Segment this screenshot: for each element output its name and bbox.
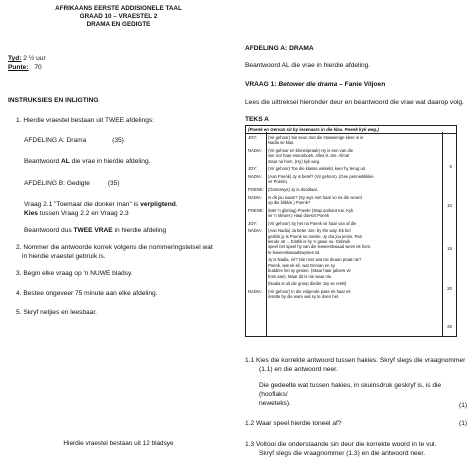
instruction-4: 4. Bestee ongeveer 75 minute aan elke afdeling. <box>16 290 158 297</box>
dialogue-line: hom aan). Maar dit is nie waar nie. <box>268 273 333 279</box>
instruction-2-line-1: 2. Nommer die antwoorde korrek volgens die nommeringstelsel wat <box>16 244 213 251</box>
instruction-3: 3. Begin elke vraag op 'n NUWE bladsy. <box>16 270 133 277</box>
section-a-label: AFDELING A: Drama <box>24 137 87 144</box>
dialogue-line: gedink jy is Poenk se meisie. Jy dra jou jersie. Pas <box>268 233 362 239</box>
question-1-1-line-1: 1.1 Kies die korrekte antwoord tussen hakies. Skryf slegs die vraagnommer <box>245 357 466 364</box>
speaker-label: JOY: <box>248 135 258 140</box>
question-1-1-line-2: (1.1) en die antwoord neer. <box>259 366 338 373</box>
dialogue-line: (Vir gehoor) Sie seun met die stowwerige klere is in <box>268 135 364 140</box>
line-number: 20 <box>447 286 452 291</box>
line-number: 10 <box>447 203 452 208</box>
question-1-1-line-4: (hooflaks/ <box>259 391 288 398</box>
speaker-label: NADIA: <box>248 148 262 153</box>
dialogue-line: buddies het sy gesien. (Staar haar jaloers vir <box>268 268 351 274</box>
dialogue-line: insette by die ware wat sy te doen het. <box>268 294 340 300</box>
question-1-1-line-3: Die gedeelte wat tussen hakies, in skuinsdruk geskryf is, is die <box>259 382 442 389</box>
answer-two-line: Beantwoord dus TWEE VRAE in hierdie afdeling <box>24 227 167 234</box>
instruction-5: 5. Skryf netjies en leesbaar. <box>16 309 98 316</box>
speaker-label: JOY: <box>248 220 258 226</box>
dialogue-line: Poenk, wat ek sê, wat Gervan en sy <box>268 262 335 268</box>
speaker-label: JOY: <box>248 166 258 172</box>
page-count-footer: Hierdie vraestel bestaan uit 12 bladsye <box>63 440 174 447</box>
section-b-marks: (35) <box>107 180 120 187</box>
line-number: 25 <box>447 324 452 329</box>
section-a-line <box>24 137 124 144</box>
instruction-2-line-2: in hierdie vraestel gebruik is. <box>22 253 106 260</box>
question-1-2-marks: (1) <box>459 420 468 427</box>
answer-all-line: Beantwoord AL die vrae in hierdie afdeling. <box>24 158 151 165</box>
dialogue-line: (Aan Nadia) Ja beter Joe. by the way. Ek bel <box>268 228 351 234</box>
section-b-label: AFDELING B: Gedigte <box>24 180 90 187</box>
question-1-3-line-2: Skryf slegs die vraagnommer (1.3) en die antwoord neer. <box>259 450 426 457</box>
dialogue-line: (Vir gehoor en binnespraak) Hy is een van die <box>268 148 354 153</box>
speaker-label: NADIA: <box>248 194 262 200</box>
section-a-marks: (35) <box>112 137 124 144</box>
dialogue-line: (Nadia is uit die groep dieder Joy se reëls) <box>268 281 347 287</box>
paper-header-subject: AFRIKAANS EERSTE ADDISIONELE TAAL <box>55 5 182 12</box>
instruction-1: 1. Hierdie vraestel bestaan uit TWEE afdelings: <box>16 117 155 124</box>
extract-table <box>245 125 457 337</box>
speaker-label: NADIA: <box>248 288 262 294</box>
read-extract-instruction: Lees die uittreksel hieronder deur en beantwoord die vrae wat daarop volg. <box>245 99 464 106</box>
dialogue-line: (Vir gehoor) In die volgende pase ek haar ek <box>268 288 351 294</box>
speaker-label: POENK: <box>248 187 264 192</box>
question-1-1-line-5: neweteks). <box>259 400 291 407</box>
dialogue-line: Nadia se klas. <box>268 140 295 146</box>
time-row <box>8 55 46 62</box>
section-a-title: AFDELING A: DRAMA <box>245 45 314 52</box>
question-1-2: 1.2 Waar speel hierdie toneel af? <box>245 420 342 427</box>
question-2-1-line: Vraag 2.1 "Toemaar die donker man" is verpligtend. <box>24 201 178 208</box>
speaker-label: NADIA: <box>248 174 262 179</box>
line-number: 5 <box>449 164 452 169</box>
instructions-title: INSTRUKSIES EN INLIGTING <box>8 97 99 104</box>
dialogue-line: op die blikkie.) Poenk? <box>268 200 311 205</box>
question-1-1-marks: (1) <box>459 402 468 409</box>
paper-header-topic: DRAMA EN GEDIGTE <box>86 21 151 28</box>
dialogue-line: vier oor haar eseunboek. Alles is Joe. Almal <box>268 153 350 159</box>
line-number: 15 <box>447 246 452 251</box>
dialogue-line: vir Poenk). <box>268 179 289 185</box>
marks-label: Punte: <box>8 64 29 71</box>
marks-row <box>8 64 42 71</box>
dialogue-line: Jy is Nadia, né? Die mos wat nie deaan praat nie? <box>268 257 362 263</box>
question-1-title: VRAAG 1: Betower die drama – Fanie Viljoen <box>245 81 386 88</box>
dialogue-line: (Vir gehoor) Toe die klasse wisseld, keer hy terug uit. <box>268 166 367 172</box>
time-label: Tyd: <box>8 55 22 62</box>
answer-all-instruction: Beantwoord AL die vrae in hierdie afdeling. <box>245 62 371 69</box>
right-page <box>237 0 474 474</box>
dialogue-line: te leweerskwaadswysies sit. <box>268 249 321 255</box>
question-1-3-line-1: 1.3 Voltooi die onderstaande sin deur die korrekte woord in te vul. <box>245 441 437 448</box>
dialogue-line: (Aan Poenk) Jy is betel? (Vir gehoor). (Gee pennieblikkie <box>268 174 374 179</box>
dialogue-line: speel net speel hy van die leweerskwaad wees ek hom. <box>268 244 372 250</box>
paper-header-grade: GRAAD 10 – VRAESTEL 2 <box>79 13 158 20</box>
dialogue-line: Is dit jou naam? (Sy wys met haar vo na die woord <box>268 194 362 200</box>
text-a-label: TEKS A <box>245 116 269 123</box>
section-b-line <box>24 180 120 187</box>
dialogue-line: kende oë ... Eintlik is hy 'n gawe ou. Gebruik <box>268 239 351 244</box>
dialogue-line: (Groterwys) Jy is doodtaai. <box>268 187 318 192</box>
speaker-label: NADIA: <box>248 228 262 234</box>
dialogue-line: vir 'n skrwer.) Haai doesnt Poenk <box>268 213 330 218</box>
time-value: 2 ½ uur <box>23 55 46 62</box>
dialogue-line: (Met 'n glimlag) Poenk! (Stap oorkant toe. Kyk <box>268 207 354 213</box>
dialogue-line: staar na hom. (Hy) kyk weg. <box>268 158 321 164</box>
dialogue-line: (Vir gehoor) Sy het na Poenk vir haar van af die <box>268 220 357 226</box>
choose-line: Kies tussen Vraag 2.2 en Vraag 2.3 <box>24 210 129 217</box>
speaker-label: POENK: <box>248 207 264 213</box>
extract-header: (Poenk en Gervan sit by losenaars in die klas. Poenk kyk weg.) <box>248 127 379 132</box>
marks-value: 70 <box>34 64 42 71</box>
